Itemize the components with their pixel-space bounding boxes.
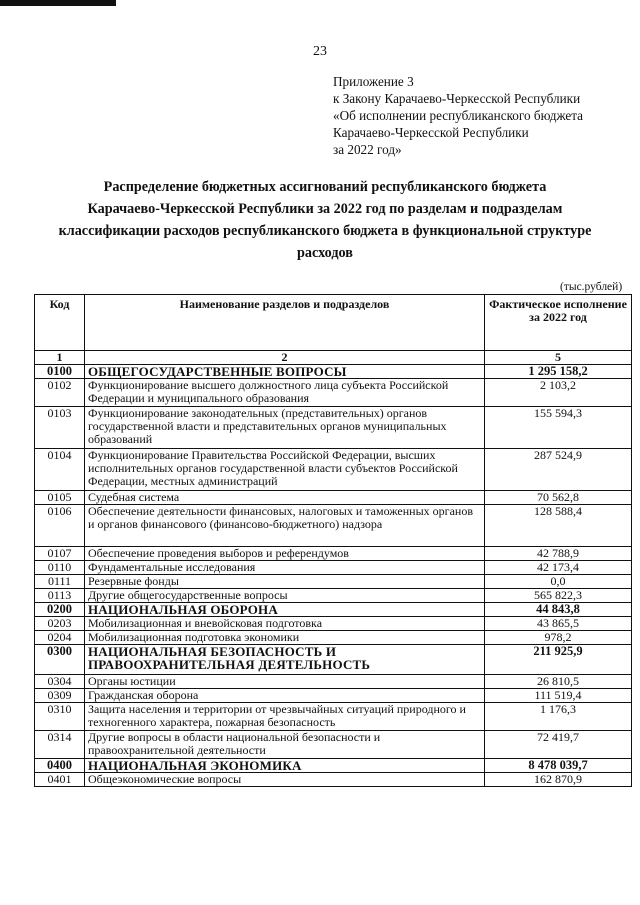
- section-row: [35, 645, 632, 675]
- appendix-line: за 2022 год»: [333, 142, 402, 157]
- row-value: 1 295 158,2: [485, 365, 632, 379]
- row-code: 0111: [35, 575, 85, 589]
- row-name: Другие общегосударственные вопросы: [85, 589, 485, 603]
- table-row: [35, 773, 632, 787]
- table-row: [35, 575, 632, 589]
- top-edge-line: [0, 0, 116, 6]
- table-row: [35, 675, 632, 689]
- row-code: 0310: [35, 703, 85, 731]
- row-name: Мобилизационная подготовка экономики: [85, 631, 485, 645]
- table-row: [35, 617, 632, 631]
- row-value: 978,2: [485, 631, 632, 645]
- row-code: 0100: [35, 365, 85, 379]
- row-value: 155 594,3: [485, 407, 632, 449]
- row-name: Резервные фонды: [85, 575, 485, 589]
- table-row: [35, 631, 632, 645]
- row-code: 0314: [35, 731, 85, 759]
- row-code: 0203: [35, 617, 85, 631]
- row-code: 0104: [35, 449, 85, 491]
- row-name: Фундаментальные исследования: [85, 561, 485, 575]
- row-code: 0300: [35, 645, 85, 675]
- row-name: Другие вопросы в области национальной безопасности и правоохранительной деятельности: [85, 731, 485, 759]
- budget-table: [34, 294, 632, 787]
- appendix-line: к Закону Карачаево-Черкесской Республики: [333, 91, 581, 106]
- row-value: 2 103,2: [485, 379, 632, 407]
- row-code: 0304: [35, 675, 85, 689]
- row-value: 44 843,8: [485, 603, 632, 617]
- table-row: [35, 561, 632, 575]
- row-name: Органы юстиции: [85, 675, 485, 689]
- row-name: НАЦИОНАЛЬНАЯ БЕЗОПАСНОСТЬ И ПРАВООХРАНИТЕЛЬНАЯ ДЕЯТЕЛЬНОСТЬ: [85, 645, 485, 675]
- header-row: [35, 295, 632, 351]
- document-title: [30, 176, 620, 264]
- row-code: 0110: [35, 561, 85, 575]
- row-value: 111 519,4: [485, 689, 632, 703]
- row-value: 72 419,7: [485, 731, 632, 759]
- row-value: 0,0: [485, 575, 632, 589]
- row-code: 0309: [35, 689, 85, 703]
- section-row: [35, 365, 632, 379]
- row-name: Общеэкономические вопросы: [85, 773, 485, 787]
- title-line: классификации расходов республиканского бюджета в функциональной структуре: [58, 223, 592, 239]
- header-value: Фактическое исполнение за 2022 год: [485, 295, 632, 351]
- row-name: Гражданская оборона: [85, 689, 485, 703]
- row-code: 0105: [35, 491, 85, 505]
- header-name: Наименование разделов и подразделов: [85, 295, 485, 351]
- row-value: 26 810,5: [485, 675, 632, 689]
- table-row: [35, 689, 632, 703]
- row-code: 0401: [35, 773, 85, 787]
- appendix-line: «Об исполнении республиканского бюджета: [333, 108, 584, 123]
- row-value: 1 176,3: [485, 703, 632, 731]
- section-row: [35, 603, 632, 617]
- title-line: Распределение бюджетных ассигнований республиканского бюджета: [103, 179, 547, 195]
- title-line: расходов: [297, 245, 353, 261]
- row-name: ОБЩЕГОСУДАРСТВЕННЫЕ ВОПРОСЫ: [85, 365, 485, 379]
- table-row: [35, 589, 632, 603]
- row-code: 0200: [35, 603, 85, 617]
- row-name: Защита населения и территории от чрезвычайных ситуаций природного и техногенного характера, пожарная безопасность: [85, 703, 485, 731]
- page-number: 23: [313, 44, 327, 59]
- row-code: 0107: [35, 547, 85, 561]
- table-row: [35, 731, 632, 759]
- colnum-name: 2: [85, 351, 485, 365]
- row-name: Обеспечение проведения выборов и референдумов: [85, 547, 485, 561]
- appendix-block: [333, 73, 583, 158]
- row-value: 287 524,9: [485, 449, 632, 491]
- row-value: 162 870,9: [485, 773, 632, 787]
- table-row: [35, 505, 632, 547]
- row-code: 0113: [35, 589, 85, 603]
- row-name: Обеспечение деятельности финансовых, налоговых и таможенных органов и органов финансового (финансово-бюджетного) надзора: [85, 505, 485, 547]
- header-code: Код: [35, 295, 85, 351]
- row-name: Мобилизационная и вневойсковая подготовка: [85, 617, 485, 631]
- row-value: 128 588,4: [485, 505, 632, 547]
- table-row: [35, 379, 632, 407]
- table-row: [35, 703, 632, 731]
- table-body: [35, 365, 632, 787]
- row-code: 0204: [35, 631, 85, 645]
- row-value: 42 173,4: [485, 561, 632, 575]
- table-row: [35, 449, 632, 491]
- table-row: [35, 407, 632, 449]
- row-code: 0106: [35, 505, 85, 547]
- table-row: [35, 491, 632, 505]
- title-line: Карачаево-Черкесской Республики за 2022 год по разделам и подразделам: [87, 201, 563, 217]
- row-code: 0103: [35, 407, 85, 449]
- table-row: [35, 547, 632, 561]
- row-value: 565 822,3: [485, 589, 632, 603]
- row-name: Функционирование законодательных (представительных) органов государственной власти и представительных органов муниципальных образований: [85, 407, 485, 449]
- row-value: 43 865,5: [485, 617, 632, 631]
- row-value: 42 788,9: [485, 547, 632, 561]
- colnum-value: 5: [485, 351, 632, 365]
- row-value: 211 925,9: [485, 645, 632, 675]
- row-value: 8 478 039,7: [485, 759, 632, 773]
- appendix-line: Приложение 3: [333, 74, 414, 89]
- colnum-code: 1: [35, 351, 85, 365]
- row-name: Функционирование Правительства Российской Федерации, высших исполнительных органов государственной власти субъектов Российской Федерации, местных администраций: [85, 449, 485, 491]
- row-code: 0102: [35, 379, 85, 407]
- row-name: Функционирование высшего должностного лица субъекта Российской Федерации и муниципального образования: [85, 379, 485, 407]
- section-row: [35, 759, 632, 773]
- units-label: (тыс.рублей): [560, 281, 623, 293]
- column-number-row: [35, 351, 632, 365]
- row-code: 0400: [35, 759, 85, 773]
- appendix-line: Карачаево-Черкесской Республики: [333, 125, 529, 140]
- row-name: НАЦИОНАЛЬНАЯ ОБОРОНА: [85, 603, 485, 617]
- row-name: НАЦИОНАЛЬНАЯ ЭКОНОМИКА: [85, 759, 485, 773]
- row-name: Судебная система: [85, 491, 485, 505]
- row-value: 70 562,8: [485, 491, 632, 505]
